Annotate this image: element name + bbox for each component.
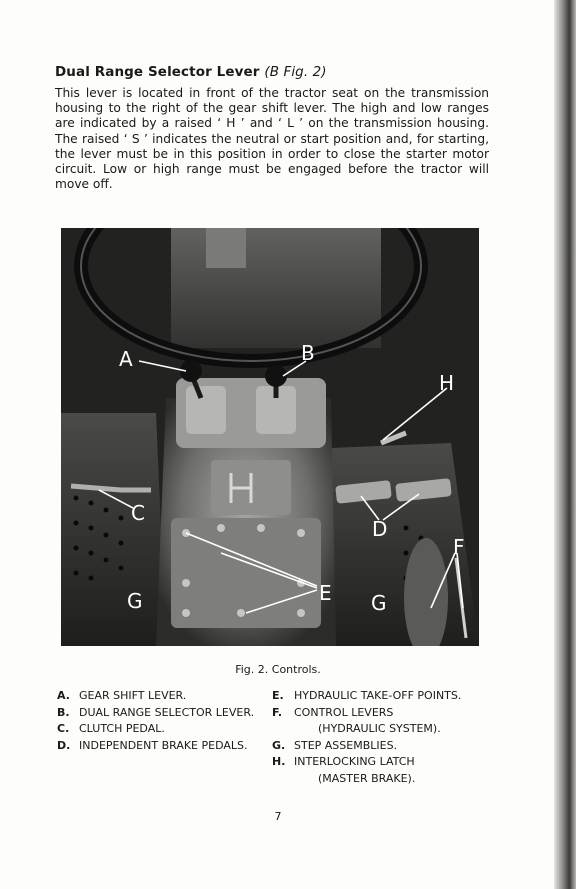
callout-e: E bbox=[319, 581, 332, 605]
legend-item bbox=[272, 738, 461, 755]
book-spine-edge bbox=[554, 0, 576, 889]
legend-right-column bbox=[272, 688, 461, 787]
callout-g-left: G bbox=[127, 589, 143, 613]
legend-text: GEAR SHIFT LEVER. bbox=[79, 689, 187, 702]
legend-item bbox=[272, 688, 461, 705]
legend-item bbox=[57, 705, 254, 722]
legend-left-column bbox=[57, 688, 254, 754]
legend-key: C. bbox=[57, 722, 70, 735]
figure-caption: Fig. 2. Controls. bbox=[235, 663, 321, 676]
callout-a: A bbox=[119, 347, 133, 371]
legend-item bbox=[57, 688, 254, 705]
body-paragraph: This lever is located in front of the tractor seat on the transmission housing to the right of the gear shift lever. The high and low ranges are indicated by a raised ‘ H ’ and ‘ L ’ on the transmission housing. The raised ‘ S ’ indicates the neutral or start position and, for starting, the lever must be in this position in order to close the starter motor circuit. Low or high range must be engaged before the tractor will move off. bbox=[55, 86, 489, 192]
callout-d: D bbox=[372, 517, 388, 541]
page-number: 7 bbox=[274, 810, 282, 823]
callout-b: B bbox=[301, 341, 315, 365]
legend-text: HYDRAULIC TAKE-OFF POINTS. bbox=[294, 689, 462, 702]
legend-item bbox=[57, 721, 254, 738]
legend-text: DUAL RANGE SELECTOR LEVER. bbox=[79, 705, 255, 719]
callout-c: C bbox=[131, 501, 145, 525]
legend-key: E. bbox=[272, 689, 284, 702]
controls-photograph bbox=[61, 228, 479, 646]
legend-key: F. bbox=[272, 705, 283, 719]
legend-text: INTERLOCKING LATCH bbox=[294, 755, 415, 768]
legend-key: H. bbox=[272, 755, 286, 768]
section-heading bbox=[55, 64, 327, 80]
legend-text: STEP ASSEMBLIES. bbox=[294, 738, 398, 752]
legend-subtext: (HYDRAULIC SYSTEM). bbox=[318, 722, 441, 735]
legend-item bbox=[272, 705, 461, 722]
callout-g-right: G bbox=[371, 591, 387, 615]
legend-item bbox=[57, 738, 254, 755]
figure-reference: (B Fig. 2) bbox=[264, 64, 327, 80]
callout-f: F bbox=[453, 535, 465, 559]
tractor-controls-illustration bbox=[61, 228, 479, 646]
legend-text: INDEPENDENT BRAKE PEDALS. bbox=[79, 738, 248, 752]
section-title-text: Dual Range Selector Lever bbox=[55, 64, 260, 80]
callout-h: H bbox=[439, 371, 455, 395]
legend-item bbox=[272, 754, 461, 771]
legend-key: D. bbox=[57, 738, 71, 752]
legend-key: G. bbox=[272, 738, 286, 752]
legend-text: CLUTCH PEDAL. bbox=[79, 722, 165, 735]
legend-text: CONTROL LEVERS bbox=[294, 705, 394, 719]
legend-key: A. bbox=[57, 689, 70, 702]
legend-subtext: (MASTER BRAKE). bbox=[318, 771, 416, 785]
legend-key: B. bbox=[57, 705, 70, 719]
